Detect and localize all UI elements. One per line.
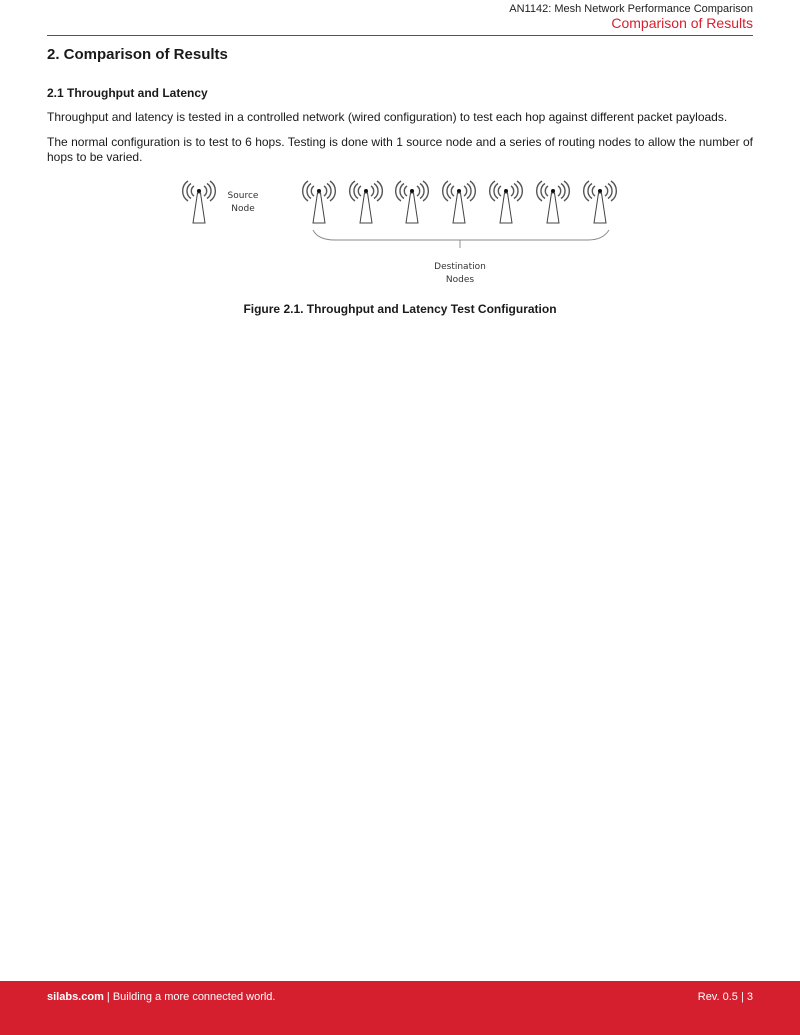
document-title: AN1142: Mesh Network Performance Comparison <box>509 3 753 15</box>
antenna-tower-icon <box>183 181 216 223</box>
antenna-tower-icon <box>490 181 523 223</box>
test-configuration-figure <box>0 176 800 291</box>
header-section-title: Comparison of Results <box>611 15 753 31</box>
source-label-line-2: Node <box>231 204 255 214</box>
destination-label-line-2: Nodes <box>445 275 475 285</box>
subsection-heading: 2.1 Throughput and Latency <box>47 86 208 100</box>
antenna-tower-icon <box>443 181 476 223</box>
header-divider <box>47 35 753 36</box>
source-node <box>183 181 259 223</box>
paragraph-2: The normal configuration is to test to 6 hops. Testing is done with 1 source node and a series of routing nodes to allow the number of hops to be varied. <box>47 135 753 164</box>
section-heading: 2. Comparison of Results <box>47 46 228 63</box>
destination-brace <box>313 230 609 240</box>
antenna-tower-icon <box>537 181 570 223</box>
destination-nodes <box>303 181 617 285</box>
page-footer <box>0 981 800 1035</box>
antenna-tower-icon <box>584 181 617 223</box>
destination-label-line-1: Destination <box>434 262 486 272</box>
footer-left <box>47 991 275 1003</box>
antenna-tower-icon <box>303 181 336 223</box>
footer-site-link[interactable]: silabs.com <box>47 991 104 1003</box>
source-label-line-1: Source <box>227 191 259 201</box>
antenna-tower-icon <box>350 181 383 223</box>
antenna-tower-icon <box>396 181 429 223</box>
figure-caption: Figure 2.1. Throughput and Latency Test Configuration <box>243 302 557 316</box>
footer-revision: Rev. 0.5 | 3 <box>697 991 753 1003</box>
footer-tagline: | Building a more connected world. <box>103 991 276 1003</box>
paragraph-1: Throughput and latency is tested in a controlled network (wired configuration) to test each hop against different packet payloads. <box>47 110 728 124</box>
